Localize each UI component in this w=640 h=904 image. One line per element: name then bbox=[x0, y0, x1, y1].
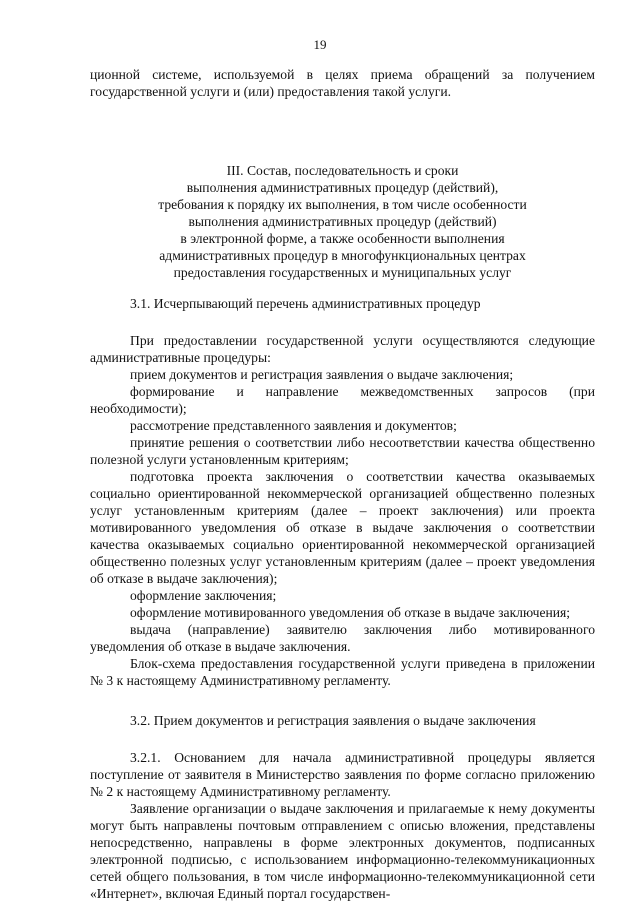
list-item: принятие решения о соответствии либо несоответствии качества общественно полезной услуги установленным критериям; bbox=[90, 435, 595, 467]
section-title bbox=[90, 162, 595, 281]
subsection-3-2-body bbox=[90, 749, 595, 902]
section-title-line: III. Состав, последовательность и сроки bbox=[226, 163, 459, 178]
section-title-line: выполнения административных процедур (действий), bbox=[186, 180, 499, 195]
list-item: подготовка проекта заключения о соответствии качества оказываемых социально ориентированной некоммерческой организацией общественно полезных услуг установленным критериям (далее – проект заключения) или проекта мотивированного уведомления об отказе в выдаче заключения о соответствии качества оказываемых социально ориентированной некоммерческой организацией общественно полезных услуг установленным критериям (далее – проект уведомления об отказе в выдаче заключения); bbox=[90, 469, 595, 586]
list-item: оформление мотивированного уведомления об отказе в выдаче заключения; bbox=[130, 605, 571, 620]
paragraph: Заявление организации о выдаче заключения и прилагаемые к нему документы могут быть направлены почтовым отправлением с описью вложения, представлены непосредственно, направлены в форме электронных документов, подписанных электронной подписью, с использованием информационно-телекоммуникационных сетей общего пользования, в том числе информационно-телекоммуникационной сети «Интернет», включая Единый портал государствен- bbox=[90, 801, 595, 901]
section-title-line: административных процедур в многофункциональных центрах bbox=[159, 248, 526, 263]
intro-paragraph: ционной системе, используемой в целях приема обращений за получением государственной услуги и (или) предоставления такой услуги. bbox=[90, 67, 595, 99]
subsection-3-1-body bbox=[90, 332, 595, 689]
paragraph: Блок-схема предоставления государственной услуги приведена в приложении № 3 к настоящему Административному регламенту. bbox=[90, 656, 595, 688]
list-item: выдача (направление) заявителю заключения либо мотивированного уведомления об отказе в выдаче заключения. bbox=[90, 622, 595, 654]
section-title-line: требования к порядку их выполнения, в том числе особенности bbox=[158, 197, 527, 212]
page-number: 19 bbox=[313, 37, 327, 52]
list-item: формирование и направление межведомственных запросов (при необходимости); bbox=[90, 384, 595, 416]
paragraph: При предоставлении государственной услуги осуществляются следующие административные процедуры: bbox=[90, 333, 595, 365]
list-item: прием документов и регистрация заявления о выдаче заключения; bbox=[130, 367, 514, 382]
subsection-heading-3-2: 3.2. Прием документов и регистрация заявления о выдаче заключения bbox=[130, 713, 536, 728]
subsection-heading-3-1: 3.1. Исчерпывающий перечень административных процедур bbox=[130, 296, 481, 311]
section-title-line: предоставления государственных и муниципальных услуг bbox=[173, 265, 512, 280]
document-body bbox=[90, 66, 595, 902]
section-title-line: в электронной форме, а также особенности выполнения bbox=[180, 231, 505, 246]
section-title-line: выполнения административных процедур (действий) bbox=[188, 214, 497, 229]
paragraph: 3.2.1. Основанием для начала административной процедуры является поступление от заявителя в Министерство заявления по форме согласно приложению № 2 к настоящему Административному регламенту. bbox=[90, 750, 595, 799]
list-item: рассмотрение представленного заявления и документов; bbox=[130, 418, 457, 433]
list-item: оформление заключения; bbox=[130, 588, 277, 603]
